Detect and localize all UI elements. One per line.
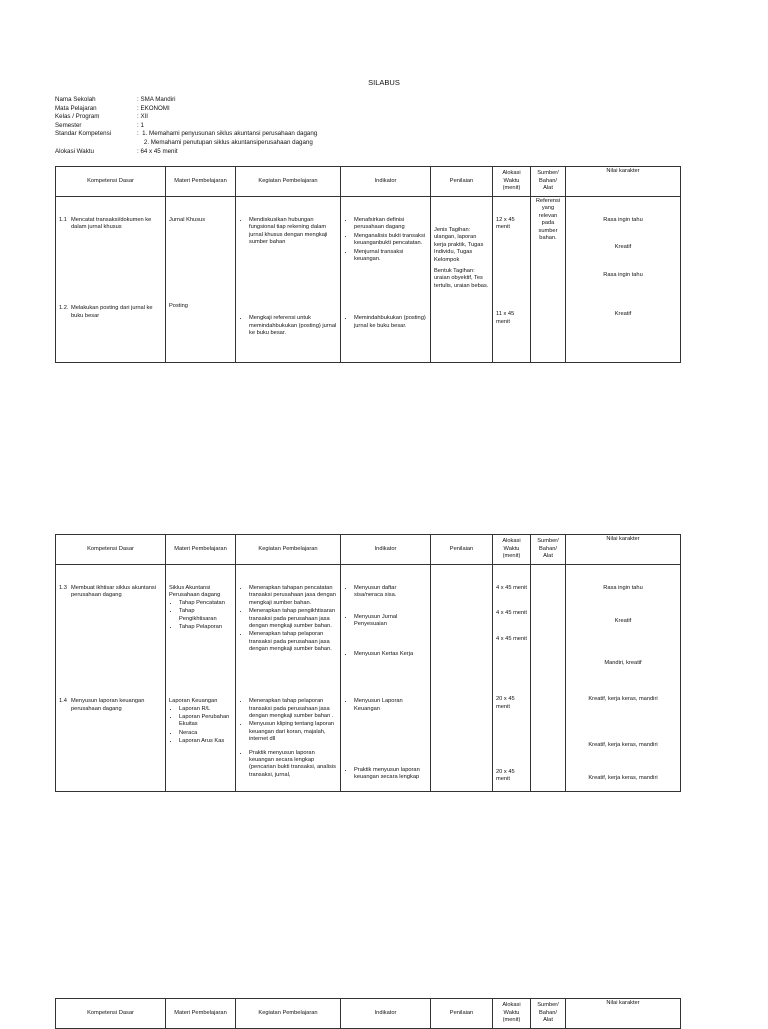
header-nilai-karakter: Nilai karakter [566,167,681,197]
penilaian-cell [431,565,493,669]
nilai-item: Rasa ingin tahu [603,271,643,278]
nilai-item: Kreatif, kerja keras, mandiri [588,696,658,703]
header-sumber: Sumber/ Bahan/ Alat [531,999,566,1029]
indikator-cell [341,668,431,792]
kd-cell [56,668,166,792]
materi-cell [166,565,236,669]
list-item: • Laporan R/L [179,706,232,713]
materi-title: Siklus Akuntansi Perusahaan dagang [169,585,221,599]
alokasi-cell [493,668,531,792]
header-materi: Materi Pembelajaran [166,167,236,197]
header-indikator: Indikator [341,535,431,565]
alokasi-item: 4 x 45 menit [496,635,527,642]
kd-text: Menyusun laporan keuangan perusahaan dagang [71,698,145,712]
table-row [56,565,681,669]
list-item: • Menyusun Laporan Keuangan [354,698,427,713]
list-item: • Tahap Pengikhtisaran [179,608,232,623]
header-alokasi: Alokasi Waktu (menit) [493,535,531,565]
list-item: • Menganalisis bukti transaksi keuanganbukti pencatatan. [354,233,427,248]
list-item: • Menyusun Jurnal Penyesuaian [354,614,427,629]
info-row [55,139,317,148]
nilai-item: Kreatif [614,244,632,251]
nilai-cell [566,197,681,292]
list-item: • Mendiskusikan hubungan fungsional tiap rekening dalam jurnal khusus dengan mengkaji sumber bahan [249,217,337,247]
info-label [55,139,137,148]
header-alokasi: Alokasi Waktu (menit) [493,999,531,1029]
document-title: SILABUS [368,78,400,87]
header-kegiatan: Kegiatan Pembelajaran [236,535,341,565]
kegiatan-cell [236,668,341,792]
materi-cell [166,668,236,792]
header-alokasi: Alokasi Waktu (menit) [493,167,531,197]
sumber-cell [531,291,566,363]
penilaian-bentuk: Bentuk Tagihan: uraian obyektif, Tes tertulis, uraian bebas. [434,268,489,289]
syllabus-table-2 [55,534,681,792]
table-row [56,668,681,792]
list-item: • Menyusun Kertas Kerja [354,651,427,658]
header-kompetensi-dasar: Kompetensi Dasar [56,535,166,565]
table-header-row [56,167,681,197]
table-row [56,291,681,363]
syllabus-table-3 [55,998,681,1029]
info-row [55,96,317,105]
kegiatan-cell [236,197,341,292]
nilai-item: Rasa ingin tahu [603,585,643,591]
kd-number: 1.3 [59,585,67,591]
header-kegiatan: Kegiatan Pembelajaran [236,999,341,1029]
list-item: • Laporan Perubahan Ekuitas [179,714,232,729]
info-row [55,105,317,114]
header-materi: Materi Pembelajaran [166,999,236,1029]
penilaian-cell [431,291,493,363]
syllabus-table-1 [55,166,681,363]
indikator-cell [341,565,431,669]
list-item: • Tahap Pelaporan [179,624,232,631]
list-item: • Praktik menyusun laporan keuangan secara lengkap (pencarian bukti transaksi, analisis transaksi, jurnal, [249,750,337,780]
materi-title: Laporan Keuangan [169,698,218,705]
info-label: Mata Pelajaran [55,104,97,112]
kd-text: Membuat ikhtisar siklus akuntansi perusahaan dagang [71,585,157,599]
nilai-item: Mandiri, kreatif [604,659,642,666]
kegiatan-cell [236,291,341,363]
kd-number: 1.4 [59,698,67,705]
info-value: 2. Memahami penutupan siklus akuntansiperusahaan dagang [137,138,313,146]
kd-cell [56,291,166,363]
info-value: : SMA Mandiri [137,96,176,103]
header-kompetensi-dasar: Kompetensi Dasar [56,999,166,1029]
kd-number: 1.2. [59,305,69,312]
info-row [55,113,317,122]
kd-text: Melakukan posting dari jurnal ke buku besar [71,305,153,319]
header-nilai-karakter: Nilai karakter [566,999,681,1029]
alokasi-item: 20 x 45 menit [496,769,515,783]
header-sumber: Sumber/ Bahan/ Alat [531,167,566,197]
header-kegiatan: Kegiatan Pembelajaran [236,167,341,197]
info-value: : 1. Memahami penyusunan siklus akuntansi perusahaan dagang [137,130,318,138]
list-item: • Menjurnal transaksi keuangan. [354,249,427,264]
penilaian-cell [431,197,493,292]
list-item: • Menafsirkan definisi perusahaan dagang [354,217,427,232]
info-label: Kelas / Program [55,113,100,121]
kd-text: Mencatat transaksi/dokumen ke dalam jurnal khusus [71,217,152,231]
materi-cell: Posting [166,291,236,363]
sumber-cell [531,565,566,669]
sumber-cell [531,668,566,792]
kd-cell [56,197,166,292]
list-item: • Menyusun kliping tentang laporan keuangan dari koran, majalah, internet dll [249,721,337,743]
info-row [55,122,317,131]
list-item: • Menerapkan tahapan pencatatan transaksi perusahaan jasa dengan mengkaji sumber bahan. [249,585,337,607]
alokasi-cell: 11 x 45 menit [493,291,531,363]
alokasi-item: 20 x 45 menit [496,696,515,710]
nilai-item: Kreatif, kerja keras, mandiri [588,741,658,748]
header-penilaian: Penilaian [431,167,493,197]
info-value: : EKONOMI [137,104,170,112]
nilai-item: Rasa ingin tahu [603,217,643,223]
header-materi: Materi Pembelajaran [166,535,236,565]
list-item: • Tahap Pencatatan [179,600,232,607]
info-value: : 64 x 45 menit [137,147,178,155]
list-item: • Menyusun daftar sisa/neraca sisa. [354,585,427,600]
header-penilaian: Penilaian [431,535,493,565]
table-header-row [56,999,681,1029]
header-indikator: Indikator [341,167,431,197]
table-header-row [56,535,681,565]
info-row [55,148,317,157]
materi-cell: Jurnal Khusus [166,197,236,292]
penilaian-jenis: Jenis Tagihan: ulangan, laporan kerja praktik, Tugas Individu, Tugas Kelompok [434,227,484,263]
list-item: • Menerapkan tahap pengikhtisaran transaksi pada perusahaan jasa dengan mengkaji sumber bahan. [249,608,337,630]
nilai-item: Kreatif, kerja keras, mandiri [588,775,658,782]
table-row [56,197,681,292]
info-value: : XII [137,113,149,121]
alokasi-item: 4 x 45 menit [496,585,527,591]
list-item: • Memindahbukukan (posting) jurnal ke buku besar. [354,315,427,330]
kd-number: 1.1 [59,217,67,223]
info-label: Alokasi Waktu [55,147,94,155]
nilai-cell: Kreatif [566,291,681,363]
header-nilai-karakter: Nilai karakter [566,535,681,565]
alokasi-item: 4 x 45 menit [496,610,527,617]
kegiatan-cell [236,565,341,669]
list-item: • Laporan Arus Kas [179,738,232,745]
alokasi-cell: 12 x 45 menit [493,197,531,292]
nilai-item: Kreatif [614,618,632,625]
header-penilaian: Penilaian [431,999,493,1029]
info-label: Semester [55,121,82,129]
list-item: • Menerapkan tahap pelaporan transaksi pada perusahaan jasa dengan mengkaji sumber bahan. [249,631,337,653]
list-item: • Praktik menyusun laporan keuangan secara lengkap [354,767,427,782]
info-row [55,130,317,139]
list-item: • Mengkaji referensi untuk memindahbukukan (posting) jurnal ke buku besar. [249,315,337,337]
indikator-cell [341,291,431,363]
info-value: : 1 [137,121,144,129]
header-sumber: Sumber/ Bahan/ Alat [531,535,566,565]
nilai-cell [566,565,681,669]
header-kompetensi-dasar: Kompetensi Dasar [56,167,166,197]
header-indikator: Indikator [341,999,431,1029]
sumber-cell: Referensi yang relevan pada sumber bahan. [531,197,566,292]
indikator-cell [341,197,431,292]
list-item: • Neraca [179,730,232,737]
school-info [55,96,317,156]
alokasi-cell [493,565,531,669]
penilaian-cell [431,668,493,792]
nilai-cell [566,668,681,792]
info-label: Nama Sekolah [55,96,96,103]
info-label: Standar Kompetensi [55,130,112,138]
kd-cell [56,565,166,669]
list-item: • Menerapkan tahap pelaporan transaksi pada perusahaan jasa dengan mengkaji sumber bahan . [249,698,337,720]
